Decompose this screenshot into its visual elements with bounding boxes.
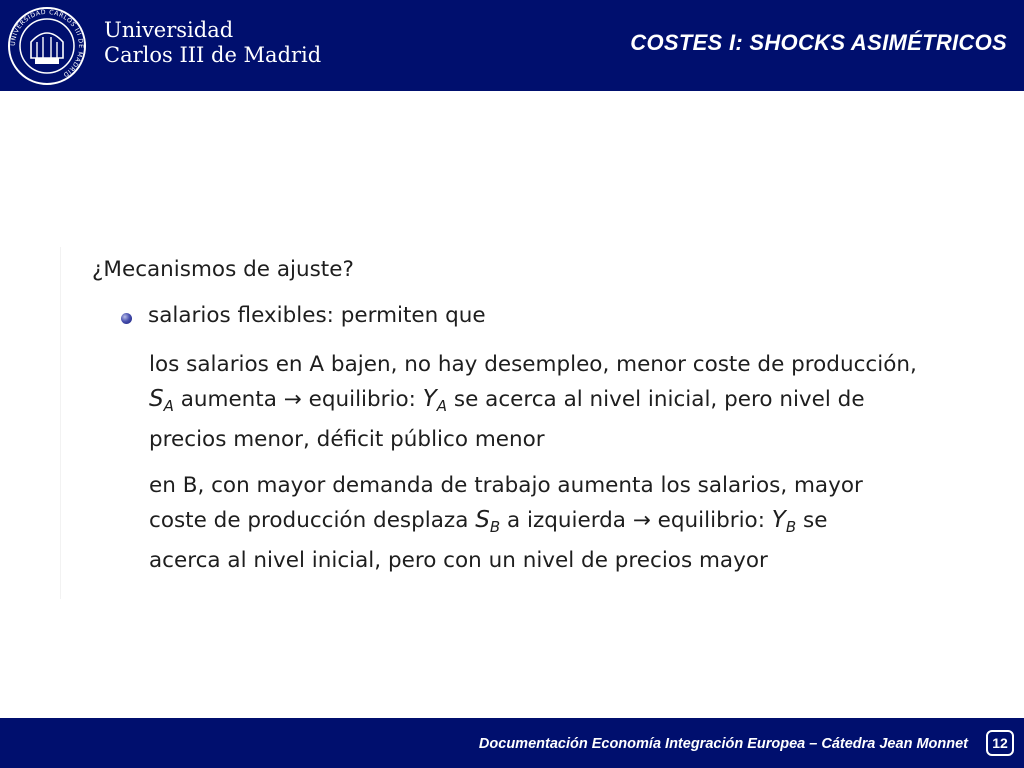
paragraph-b: [149, 469, 979, 578]
university-name: [104, 18, 321, 68]
slide-title: COSTES I: SHOCKS ASIMÉTRICOS: [630, 30, 1007, 55]
right-arrow-icon: →: [632, 508, 651, 533]
paragraph-a-line3: precios menor, déficit público menor: [149, 427, 545, 452]
math-ya: $Y_A$: [422, 386, 448, 415]
paragraph-a-line2: $S_A$ aumenta → equilibrio: $Y_A$ se acerca al nivel inicial, pero nivel de: [149, 386, 865, 415]
university-name-line1: Universidad: [104, 18, 234, 42]
math-yb: $Y_B$: [771, 507, 797, 536]
footer-text: Documentación Economía Integración Europea – Cátedra Jean Monnet: [478, 736, 968, 752]
paragraph-b-line3: acerca al nivel inicial, pero con un nivel de precios mayor: [149, 548, 768, 573]
university-logo: [0, 0, 322, 91]
bullet-text: salarios flexibles: permiten que: [148, 303, 486, 328]
content-heading: ¿Mecanismos de ajuste?: [92, 257, 354, 282]
svg-text:UNIVERSIDAD CARLOS III DE MADR: UNIVERSIDAD CARLOS III DE MADRID: [9, 8, 85, 79]
slide-header: [0, 0, 1024, 91]
paragraph-b-line2: coste de producción desplaza $S_B$ a izquierda → equilibrio: $Y_B$ se: [149, 507, 828, 536]
math-sb: $S_B$: [475, 507, 501, 536]
university-seal-icon: [7, 6, 87, 86]
page-number: 12: [986, 730, 1014, 756]
slide-footer: [0, 718, 1024, 768]
right-arrow-icon: →: [283, 387, 302, 412]
paragraph-a: [149, 348, 979, 457]
paragraph-b-line1: en B, con mayor demanda de trabajo aumenta los salarios, mayor: [149, 473, 863, 498]
slide-content: [61, 247, 981, 599]
bullet-dot-icon: [121, 313, 132, 324]
paragraph-a-line1: los salarios en A bajen, no hay desempleo, menor coste de producción,: [149, 352, 917, 377]
university-name-line2: Carlos III de Madrid: [104, 43, 322, 67]
math-sa: $S_A$: [149, 386, 174, 415]
